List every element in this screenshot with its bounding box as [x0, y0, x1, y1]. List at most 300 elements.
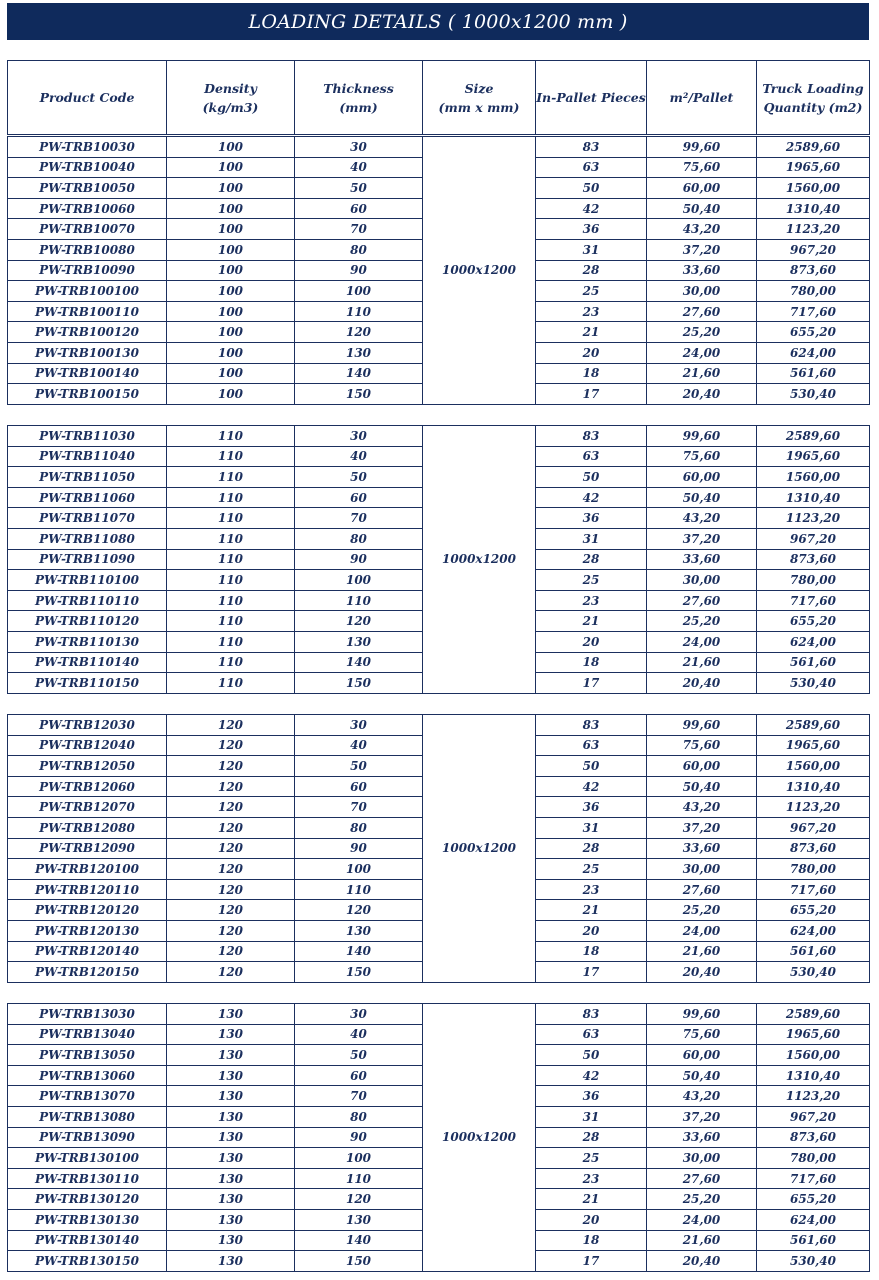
density-cell: 100: [167, 219, 295, 240]
truck-loading-cell: 530,40: [757, 673, 870, 694]
density-cell: 130: [167, 1168, 295, 1189]
truck-loading-cell: 1310,40: [757, 198, 870, 219]
m2-pallet-cell: 75,60: [647, 157, 757, 178]
in-pallet-pieces-cell: 20: [536, 631, 647, 652]
in-pallet-pieces-cell: 17: [536, 1251, 647, 1272]
m2-pallet-cell: 25,20: [647, 322, 757, 343]
in-pallet-pieces-cell: 17: [536, 384, 647, 405]
table-row: [8, 1004, 870, 1025]
product-code-cell: PW-TRB11090: [8, 549, 167, 570]
in-pallet-pieces-cell: 42: [536, 776, 647, 797]
thickness-cell: 80: [295, 528, 423, 549]
header-in-pallet-pieces: In-Pallet Pieces: [536, 61, 647, 135]
density-cell: 120: [167, 941, 295, 962]
truck-loading-cell: 780,00: [757, 859, 870, 880]
product-code-cell: PW-TRB10050: [8, 178, 167, 199]
truck-loading-cell: 873,60: [757, 260, 870, 281]
product-code-cell: PW-TRB10060: [8, 198, 167, 219]
product-code-cell: PW-TRB12090: [8, 838, 167, 859]
thickness-cell: 40: [295, 446, 423, 467]
m2-pallet-cell: 30,00: [647, 859, 757, 880]
density-cell: 110: [167, 487, 295, 508]
truck-loading-cell: 624,00: [757, 342, 870, 363]
header-density: Density (kg/m3): [167, 61, 295, 135]
product-code-cell: PW-TRB11080: [8, 528, 167, 549]
truck-loading-cell: 1310,40: [757, 776, 870, 797]
m2-pallet-cell: 25,20: [647, 611, 757, 632]
page-title: LOADING DETAILS ( 1000x1200 mm ): [7, 3, 869, 40]
m2-pallet-cell: 99,60: [647, 137, 757, 158]
thickness-cell: 150: [295, 673, 423, 694]
product-code-cell: PW-TRB120110: [8, 879, 167, 900]
thickness-cell: 30: [295, 137, 423, 158]
product-code-cell: PW-TRB13080: [8, 1106, 167, 1127]
in-pallet-pieces-cell: 36: [536, 508, 647, 529]
header-product-code: Product Code: [8, 61, 167, 135]
density-cell: 120: [167, 900, 295, 921]
thickness-cell: 120: [295, 611, 423, 632]
truck-loading-cell: 1560,00: [757, 467, 870, 488]
product-code-cell: PW-TRB10040: [8, 157, 167, 178]
truck-loading-cell: 2589,60: [757, 715, 870, 736]
density-cell: 120: [167, 735, 295, 756]
density-cell: 100: [167, 342, 295, 363]
m2-pallet-cell: 50,40: [647, 198, 757, 219]
in-pallet-pieces-cell: 25: [536, 1148, 647, 1169]
header-thickness: Thickness (mm): [295, 61, 423, 135]
m2-pallet-cell: 60,00: [647, 1045, 757, 1066]
in-pallet-pieces-cell: 28: [536, 1127, 647, 1148]
product-code-cell: PW-TRB10080: [8, 239, 167, 260]
product-code-cell: PW-TRB120100: [8, 859, 167, 880]
table-row: [8, 715, 870, 736]
truck-loading-cell: 967,20: [757, 817, 870, 838]
in-pallet-pieces-cell: 23: [536, 879, 647, 900]
m2-pallet-cell: 33,60: [647, 260, 757, 281]
in-pallet-pieces-cell: 42: [536, 487, 647, 508]
in-pallet-pieces-cell: 21: [536, 611, 647, 632]
truck-loading-cell: 1965,60: [757, 157, 870, 178]
m2-pallet-cell: 99,60: [647, 715, 757, 736]
size-cell: 1000x1200: [423, 715, 536, 983]
m2-pallet-cell: 30,00: [647, 281, 757, 302]
m2-pallet-cell: 24,00: [647, 1209, 757, 1230]
in-pallet-pieces-cell: 50: [536, 178, 647, 199]
density-cell: 110: [167, 508, 295, 529]
thickness-cell: 40: [295, 157, 423, 178]
density-cell: 120: [167, 756, 295, 777]
density-cell: 100: [167, 198, 295, 219]
m2-pallet-cell: 75,60: [647, 1024, 757, 1045]
thickness-cell: 50: [295, 467, 423, 488]
m2-pallet-cell: 75,60: [647, 735, 757, 756]
m2-pallet-cell: 21,60: [647, 363, 757, 384]
thickness-cell: 100: [295, 281, 423, 302]
thickness-cell: 60: [295, 198, 423, 219]
truck-loading-cell: 873,60: [757, 1127, 870, 1148]
m2-pallet-cell: 43,20: [647, 1086, 757, 1107]
m2-pallet-cell: 75,60: [647, 446, 757, 467]
product-code-cell: PW-TRB100150: [8, 384, 167, 405]
thickness-cell: 100: [295, 1148, 423, 1169]
m2-pallet-cell: 33,60: [647, 1127, 757, 1148]
product-code-cell: PW-TRB110100: [8, 570, 167, 591]
density-cell: 130: [167, 1045, 295, 1066]
density-cell: 110: [167, 590, 295, 611]
thickness-cell: 30: [295, 1004, 423, 1025]
m2-pallet-cell: 37,20: [647, 528, 757, 549]
truck-loading-cell: 1965,60: [757, 1024, 870, 1045]
table-row: [8, 426, 870, 447]
density-cell: 100: [167, 157, 295, 178]
truck-loading-cell: 655,20: [757, 1189, 870, 1210]
product-code-cell: PW-TRB12060: [8, 776, 167, 797]
in-pallet-pieces-cell: 83: [536, 137, 647, 158]
density-cell: 130: [167, 1209, 295, 1230]
thickness-cell: 90: [295, 838, 423, 859]
density-cell: 110: [167, 570, 295, 591]
thickness-cell: 140: [295, 363, 423, 384]
density-cell: 100: [167, 281, 295, 302]
thickness-cell: 60: [295, 487, 423, 508]
truck-loading-cell: 717,60: [757, 1168, 870, 1189]
m2-pallet-cell: 27,60: [647, 590, 757, 611]
m2-pallet-cell: 30,00: [647, 1148, 757, 1169]
truck-loading-cell: 780,00: [757, 570, 870, 591]
product-code-cell: PW-TRB13060: [8, 1065, 167, 1086]
thickness-cell: 120: [295, 1189, 423, 1210]
truck-loading-cell: 561,60: [757, 363, 870, 384]
product-code-cell: PW-TRB11060: [8, 487, 167, 508]
m2-pallet-cell: 25,20: [647, 900, 757, 921]
in-pallet-pieces-cell: 63: [536, 157, 647, 178]
thickness-cell: 150: [295, 1251, 423, 1272]
density-cell: 100: [167, 178, 295, 199]
m2-pallet-cell: 50,40: [647, 776, 757, 797]
in-pallet-pieces-cell: 18: [536, 941, 647, 962]
product-code-cell: PW-TRB110130: [8, 631, 167, 652]
product-code-cell: PW-TRB120130: [8, 920, 167, 941]
m2-pallet-cell: 27,60: [647, 1168, 757, 1189]
density-cell: 120: [167, 817, 295, 838]
truck-loading-cell: 1123,20: [757, 797, 870, 818]
in-pallet-pieces-cell: 50: [536, 467, 647, 488]
m2-pallet-cell: 60,00: [647, 467, 757, 488]
size-cell: 1000x1200: [423, 1004, 536, 1272]
product-code-cell: PW-TRB11050: [8, 467, 167, 488]
in-pallet-pieces-cell: 23: [536, 301, 647, 322]
in-pallet-pieces-cell: 20: [536, 342, 647, 363]
product-code-cell: PW-TRB12070: [8, 797, 167, 818]
in-pallet-pieces-cell: 21: [536, 322, 647, 343]
product-code-cell: PW-TRB100100: [8, 281, 167, 302]
m2-pallet-cell: 50,40: [647, 487, 757, 508]
truck-loading-cell: 655,20: [757, 900, 870, 921]
thickness-cell: 110: [295, 590, 423, 611]
thickness-cell: 140: [295, 941, 423, 962]
density-cell: 100: [167, 322, 295, 343]
truck-loading-cell: 1123,20: [757, 1086, 870, 1107]
density-group-table: [7, 1003, 870, 1272]
thickness-cell: 140: [295, 652, 423, 673]
in-pallet-pieces-cell: 63: [536, 1024, 647, 1045]
truck-loading-cell: 624,00: [757, 631, 870, 652]
truck-loading-cell: 655,20: [757, 611, 870, 632]
in-pallet-pieces-cell: 21: [536, 900, 647, 921]
thickness-cell: 150: [295, 962, 423, 983]
truck-loading-cell: 530,40: [757, 384, 870, 405]
thickness-cell: 110: [295, 301, 423, 322]
density-cell: 120: [167, 920, 295, 941]
product-code-cell: PW-TRB10030: [8, 137, 167, 158]
density-cell: 130: [167, 1251, 295, 1272]
truck-loading-cell: 2589,60: [757, 1004, 870, 1025]
m2-pallet-cell: 25,20: [647, 1189, 757, 1210]
truck-loading-cell: 561,60: [757, 1230, 870, 1251]
truck-loading-cell: 1965,60: [757, 735, 870, 756]
m2-pallet-cell: 43,20: [647, 219, 757, 240]
product-code-cell: PW-TRB11070: [8, 508, 167, 529]
in-pallet-pieces-cell: 31: [536, 817, 647, 838]
size-cell: 1000x1200: [423, 137, 536, 405]
truck-loading-cell: 717,60: [757, 879, 870, 900]
product-code-cell: PW-TRB10090: [8, 260, 167, 281]
density-cell: 130: [167, 1065, 295, 1086]
thickness-cell: 90: [295, 260, 423, 281]
thickness-cell: 30: [295, 426, 423, 447]
in-pallet-pieces-cell: 17: [536, 962, 647, 983]
density-cell: 110: [167, 652, 295, 673]
product-code-cell: PW-TRB100140: [8, 363, 167, 384]
m2-pallet-cell: 21,60: [647, 652, 757, 673]
in-pallet-pieces-cell: 25: [536, 281, 647, 302]
density-cell: 110: [167, 446, 295, 467]
in-pallet-pieces-cell: 36: [536, 1086, 647, 1107]
m2-pallet-cell: 99,60: [647, 1004, 757, 1025]
m2-pallet-cell: 50,40: [647, 1065, 757, 1086]
in-pallet-pieces-cell: 17: [536, 673, 647, 694]
density-cell: 110: [167, 467, 295, 488]
in-pallet-pieces-cell: 18: [536, 1230, 647, 1251]
truck-loading-cell: 967,20: [757, 528, 870, 549]
density-cell: 100: [167, 260, 295, 281]
truck-loading-cell: 780,00: [757, 281, 870, 302]
density-group-table: [7, 425, 870, 694]
density-cell: 120: [167, 859, 295, 880]
m2-pallet-cell: 60,00: [647, 756, 757, 777]
thickness-cell: 30: [295, 715, 423, 736]
density-cell: 110: [167, 528, 295, 549]
product-code-cell: PW-TRB120120: [8, 900, 167, 921]
product-code-cell: PW-TRB13050: [8, 1045, 167, 1066]
product-code-cell: PW-TRB120140: [8, 941, 167, 962]
thickness-cell: 40: [295, 735, 423, 756]
product-code-cell: PW-TRB11040: [8, 446, 167, 467]
in-pallet-pieces-cell: 31: [536, 528, 647, 549]
m2-pallet-cell: 33,60: [647, 838, 757, 859]
truck-loading-cell: 873,60: [757, 838, 870, 859]
product-code-cell: PW-TRB13090: [8, 1127, 167, 1148]
density-cell: 130: [167, 1004, 295, 1025]
density-cell: 110: [167, 611, 295, 632]
in-pallet-pieces-cell: 83: [536, 715, 647, 736]
m2-pallet-cell: 30,00: [647, 570, 757, 591]
density-cell: 100: [167, 239, 295, 260]
thickness-cell: 60: [295, 1065, 423, 1086]
density-cell: 120: [167, 797, 295, 818]
density-cell: 130: [167, 1024, 295, 1045]
truck-loading-cell: 717,60: [757, 590, 870, 611]
density-group-table: [7, 714, 870, 983]
truck-loading-cell: 1310,40: [757, 1065, 870, 1086]
thickness-cell: 80: [295, 1106, 423, 1127]
in-pallet-pieces-cell: 28: [536, 838, 647, 859]
m2-pallet-cell: 99,60: [647, 426, 757, 447]
truck-loading-cell: 1123,20: [757, 508, 870, 529]
m2-pallet-cell: 24,00: [647, 631, 757, 652]
m2-pallet-cell: 43,20: [647, 508, 757, 529]
in-pallet-pieces-cell: 83: [536, 1004, 647, 1025]
thickness-cell: 70: [295, 219, 423, 240]
density-cell: 110: [167, 631, 295, 652]
in-pallet-pieces-cell: 18: [536, 363, 647, 384]
thickness-cell: 130: [295, 342, 423, 363]
thickness-cell: 70: [295, 797, 423, 818]
in-pallet-pieces-cell: 20: [536, 1209, 647, 1230]
truck-loading-cell: 873,60: [757, 549, 870, 570]
truck-loading-cell: 530,40: [757, 1251, 870, 1272]
thickness-cell: 130: [295, 631, 423, 652]
truck-loading-cell: 967,20: [757, 1106, 870, 1127]
in-pallet-pieces-cell: 23: [536, 590, 647, 611]
product-code-cell: PW-TRB100110: [8, 301, 167, 322]
product-code-cell: PW-TRB11030: [8, 426, 167, 447]
thickness-cell: 100: [295, 859, 423, 880]
header-size: Size (mm x mm): [423, 61, 536, 135]
truck-loading-cell: 655,20: [757, 322, 870, 343]
product-code-cell: PW-TRB110120: [8, 611, 167, 632]
truck-loading-cell: 624,00: [757, 920, 870, 941]
m2-pallet-cell: 60,00: [647, 178, 757, 199]
thickness-cell: 50: [295, 756, 423, 777]
table-header: [7, 60, 870, 135]
product-code-cell: PW-TRB12080: [8, 817, 167, 838]
density-cell: 100: [167, 384, 295, 405]
m2-pallet-cell: 20,40: [647, 673, 757, 694]
truck-loading-cell: 1560,00: [757, 1045, 870, 1066]
truck-loading-cell: 2589,60: [757, 137, 870, 158]
product-code-cell: PW-TRB12030: [8, 715, 167, 736]
m2-pallet-cell: 27,60: [647, 879, 757, 900]
density-cell: 100: [167, 137, 295, 158]
truck-loading-cell: 717,60: [757, 301, 870, 322]
in-pallet-pieces-cell: 31: [536, 1106, 647, 1127]
in-pallet-pieces-cell: 28: [536, 549, 647, 570]
thickness-cell: 90: [295, 549, 423, 570]
header-m2-pallet: m²/Pallet: [647, 61, 757, 135]
truck-loading-cell: 561,60: [757, 941, 870, 962]
truck-loading-cell: 1123,20: [757, 219, 870, 240]
density-cell: 110: [167, 426, 295, 447]
thickness-cell: 90: [295, 1127, 423, 1148]
density-cell: 120: [167, 838, 295, 859]
in-pallet-pieces-cell: 28: [536, 260, 647, 281]
m2-pallet-cell: 37,20: [647, 239, 757, 260]
density-cell: 130: [167, 1189, 295, 1210]
in-pallet-pieces-cell: 63: [536, 735, 647, 756]
m2-pallet-cell: 24,00: [647, 920, 757, 941]
in-pallet-pieces-cell: 50: [536, 1045, 647, 1066]
thickness-cell: 50: [295, 178, 423, 199]
thickness-cell: 140: [295, 1230, 423, 1251]
in-pallet-pieces-cell: 20: [536, 920, 647, 941]
thickness-cell: 70: [295, 1086, 423, 1107]
table-row: [8, 137, 870, 158]
m2-pallet-cell: 21,60: [647, 1230, 757, 1251]
header-truck-loading: Truck Loading Quantity (m2): [757, 61, 870, 135]
density-group-table: [7, 136, 870, 405]
in-pallet-pieces-cell: 36: [536, 219, 647, 240]
density-cell: 130: [167, 1148, 295, 1169]
truck-loading-cell: 1965,60: [757, 446, 870, 467]
m2-pallet-cell: 20,40: [647, 962, 757, 983]
product-code-cell: PW-TRB10070: [8, 219, 167, 240]
density-cell: 120: [167, 776, 295, 797]
in-pallet-pieces-cell: 42: [536, 198, 647, 219]
product-code-cell: PW-TRB12040: [8, 735, 167, 756]
density-cell: 110: [167, 549, 295, 570]
product-code-cell: PW-TRB130140: [8, 1230, 167, 1251]
truck-loading-cell: 1560,00: [757, 756, 870, 777]
density-cell: 100: [167, 363, 295, 384]
product-code-cell: PW-TRB110140: [8, 652, 167, 673]
thickness-cell: 130: [295, 1209, 423, 1230]
product-code-cell: PW-TRB13030: [8, 1004, 167, 1025]
product-code-cell: PW-TRB100130: [8, 342, 167, 363]
thickness-cell: 120: [295, 900, 423, 921]
density-cell: 120: [167, 962, 295, 983]
in-pallet-pieces-cell: 36: [536, 797, 647, 818]
m2-pallet-cell: 43,20: [647, 797, 757, 818]
product-code-cell: PW-TRB130130: [8, 1209, 167, 1230]
thickness-cell: 150: [295, 384, 423, 405]
thickness-cell: 60: [295, 776, 423, 797]
density-cell: 120: [167, 715, 295, 736]
m2-pallet-cell: 37,20: [647, 1106, 757, 1127]
thickness-cell: 50: [295, 1045, 423, 1066]
in-pallet-pieces-cell: 25: [536, 859, 647, 880]
truck-loading-cell: 780,00: [757, 1148, 870, 1169]
m2-pallet-cell: 27,60: [647, 301, 757, 322]
truck-loading-cell: 1560,00: [757, 178, 870, 199]
in-pallet-pieces-cell: 50: [536, 756, 647, 777]
density-cell: 100: [167, 301, 295, 322]
density-cell: 130: [167, 1106, 295, 1127]
density-cell: 130: [167, 1230, 295, 1251]
thickness-cell: 100: [295, 570, 423, 591]
in-pallet-pieces-cell: 42: [536, 1065, 647, 1086]
m2-pallet-cell: 20,40: [647, 384, 757, 405]
thickness-cell: 110: [295, 1168, 423, 1189]
product-code-cell: PW-TRB13040: [8, 1024, 167, 1045]
truck-loading-cell: 2589,60: [757, 426, 870, 447]
thickness-cell: 40: [295, 1024, 423, 1045]
product-code-cell: PW-TRB130150: [8, 1251, 167, 1272]
product-code-cell: PW-TRB110150: [8, 673, 167, 694]
density-cell: 130: [167, 1086, 295, 1107]
truck-loading-cell: 967,20: [757, 239, 870, 260]
thickness-cell: 110: [295, 879, 423, 900]
